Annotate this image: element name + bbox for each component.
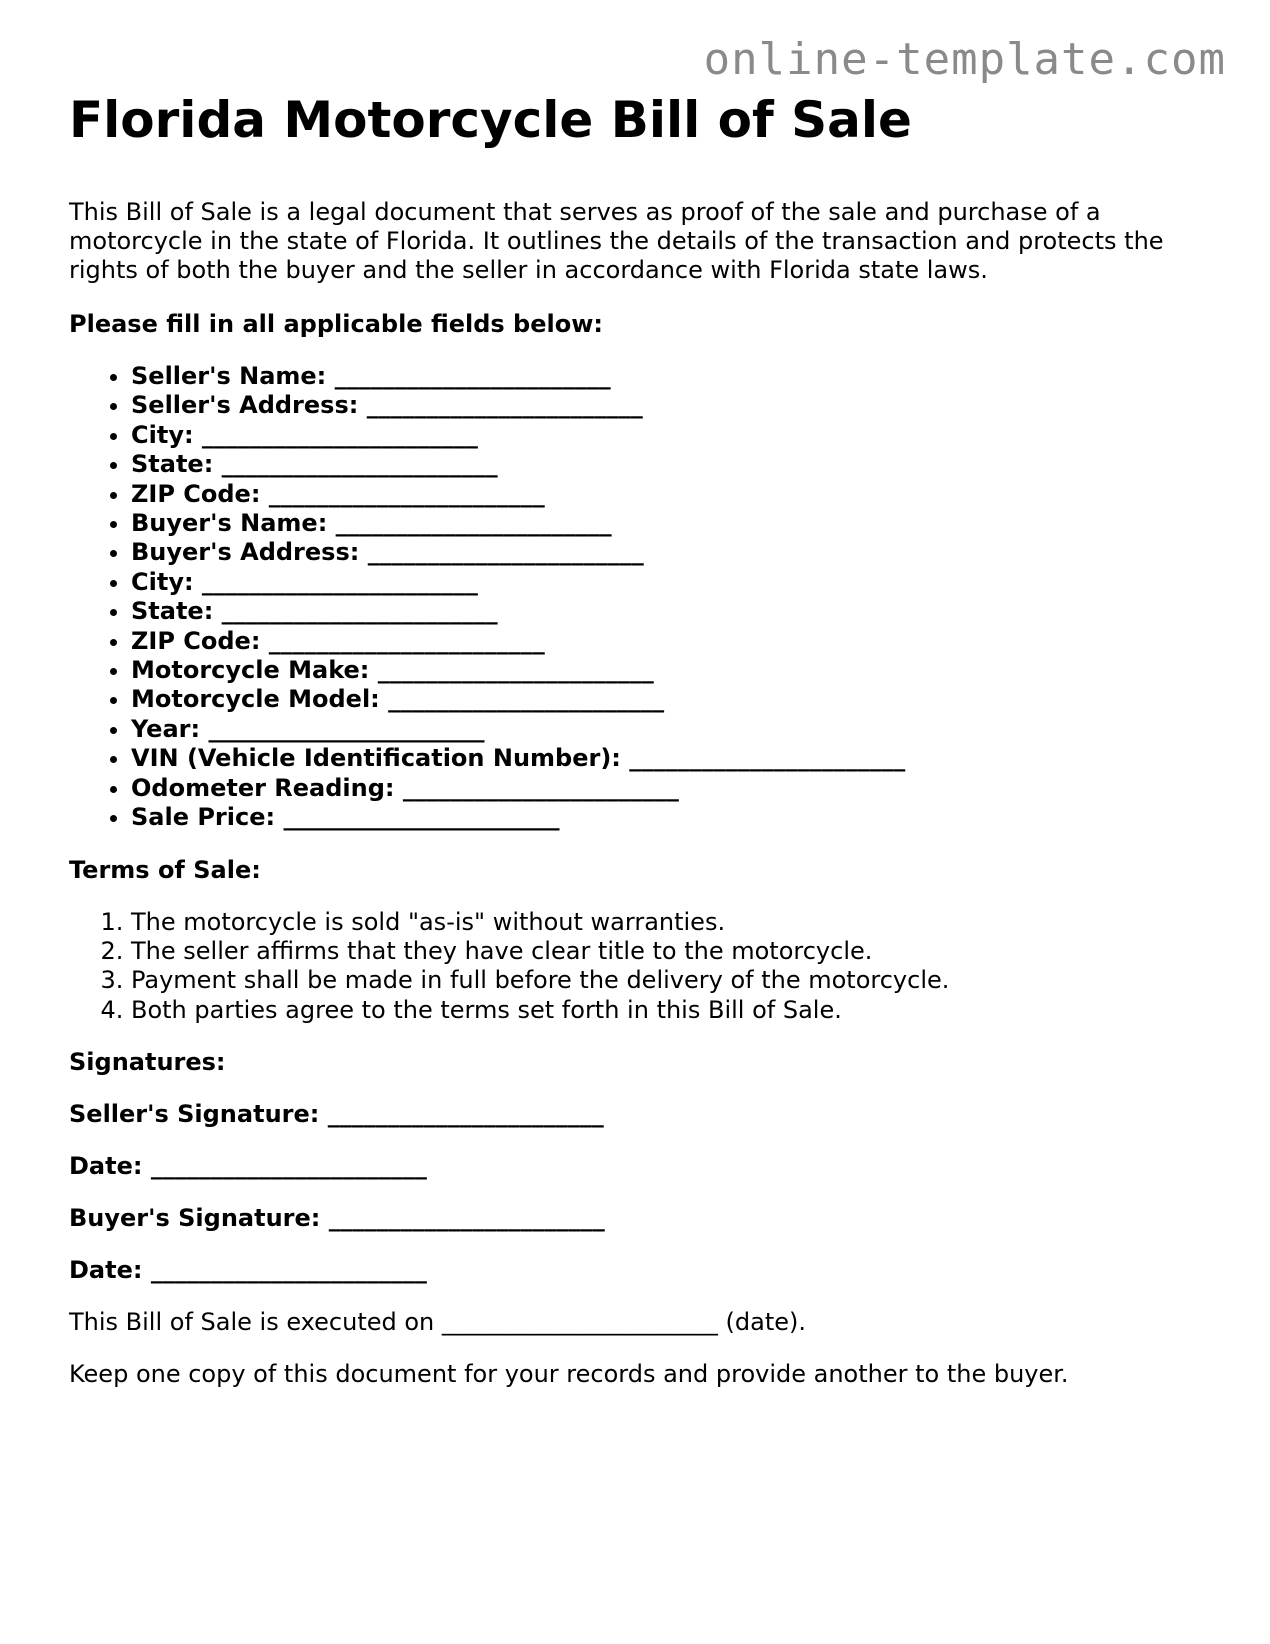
field-sale-price[interactable]: • Sale Price: _______________________ [131,803,1219,832]
signatures-heading: Signatures: [69,1048,226,1077]
field-buyer-zip[interactable]: • ZIP Code: _______________________ [131,627,1219,656]
term-item: 1. The motorcycle is sold "as-is" without warranties. [131,908,1219,937]
terms-list [69,908,1219,1026]
seller-date-line[interactable]: Date: _______________________ [69,1152,427,1181]
intro-paragraph: This Bill of Sale is a legal document that serves as proof of the sale and purchase of a motorcycle in the state of Florida. It outlines the details of the transaction and protects the rights of both the buyer and the seller in accordance with Florida state laws. [69,198,1164,284]
field-odometer[interactable]: • Odometer Reading: _______________________ [131,774,1219,803]
buyer-date-line[interactable]: Date: _______________________ [69,1256,427,1285]
field-buyer-name[interactable]: • Buyer's Name: _______________________ [131,509,1219,538]
field-seller-city[interactable]: • City: _______________________ [131,421,1219,450]
document-page [69,88,1219,1412]
field-buyer-city[interactable]: • City: _______________________ [131,568,1219,597]
field-seller-address[interactable]: • Seller's Address: _______________________ [131,391,1219,420]
field-vin[interactable]: • VIN (Vehicle Identification Number): _______________________ [131,744,1219,773]
field-buyer-address[interactable]: • Buyer's Address: _______________________ [131,538,1219,567]
term-item: 4. Both parties agree to the terms set forth in this Bill of Sale. [131,996,1219,1025]
page-title: Florida Motorcycle Bill of Sale [69,91,912,149]
term-item: 3. Payment shall be made in full before the delivery of the motorcycle. [131,966,1219,995]
executed-date-line[interactable]: This Bill of Sale is executed on _______________________ (date). [69,1308,806,1337]
watermark: online-template.com [703,34,1226,85]
terms-heading: Terms of Sale: [69,855,261,884]
term-item: 2. The seller affirms that they have clear title to the motorcycle. [131,937,1219,966]
field-motorcycle-make[interactable]: • Motorcycle Make: _______________________ [131,656,1219,685]
field-seller-state[interactable]: • State: _______________________ [131,450,1219,479]
fields-list [69,362,1219,833]
seller-signature-line[interactable]: Seller's Signature: _______________________ [69,1100,604,1129]
fields-heading: Please fill in all applicable fields below: [69,310,603,338]
buyer-signature-line[interactable]: Buyer's Signature: _______________________ [69,1204,605,1233]
field-seller-zip[interactable]: • ZIP Code: _______________________ [131,480,1219,509]
field-buyer-state[interactable]: • State: _______________________ [131,597,1219,626]
field-motorcycle-model[interactable]: • Motorcycle Model: _______________________ [131,685,1219,714]
closing-note: Keep one copy of this document for your records and provide another to the buyer. [69,1360,1069,1389]
field-seller-name[interactable]: • Seller's Name: _______________________ [131,362,1219,391]
field-year[interactable]: • Year: _______________________ [131,715,1219,744]
